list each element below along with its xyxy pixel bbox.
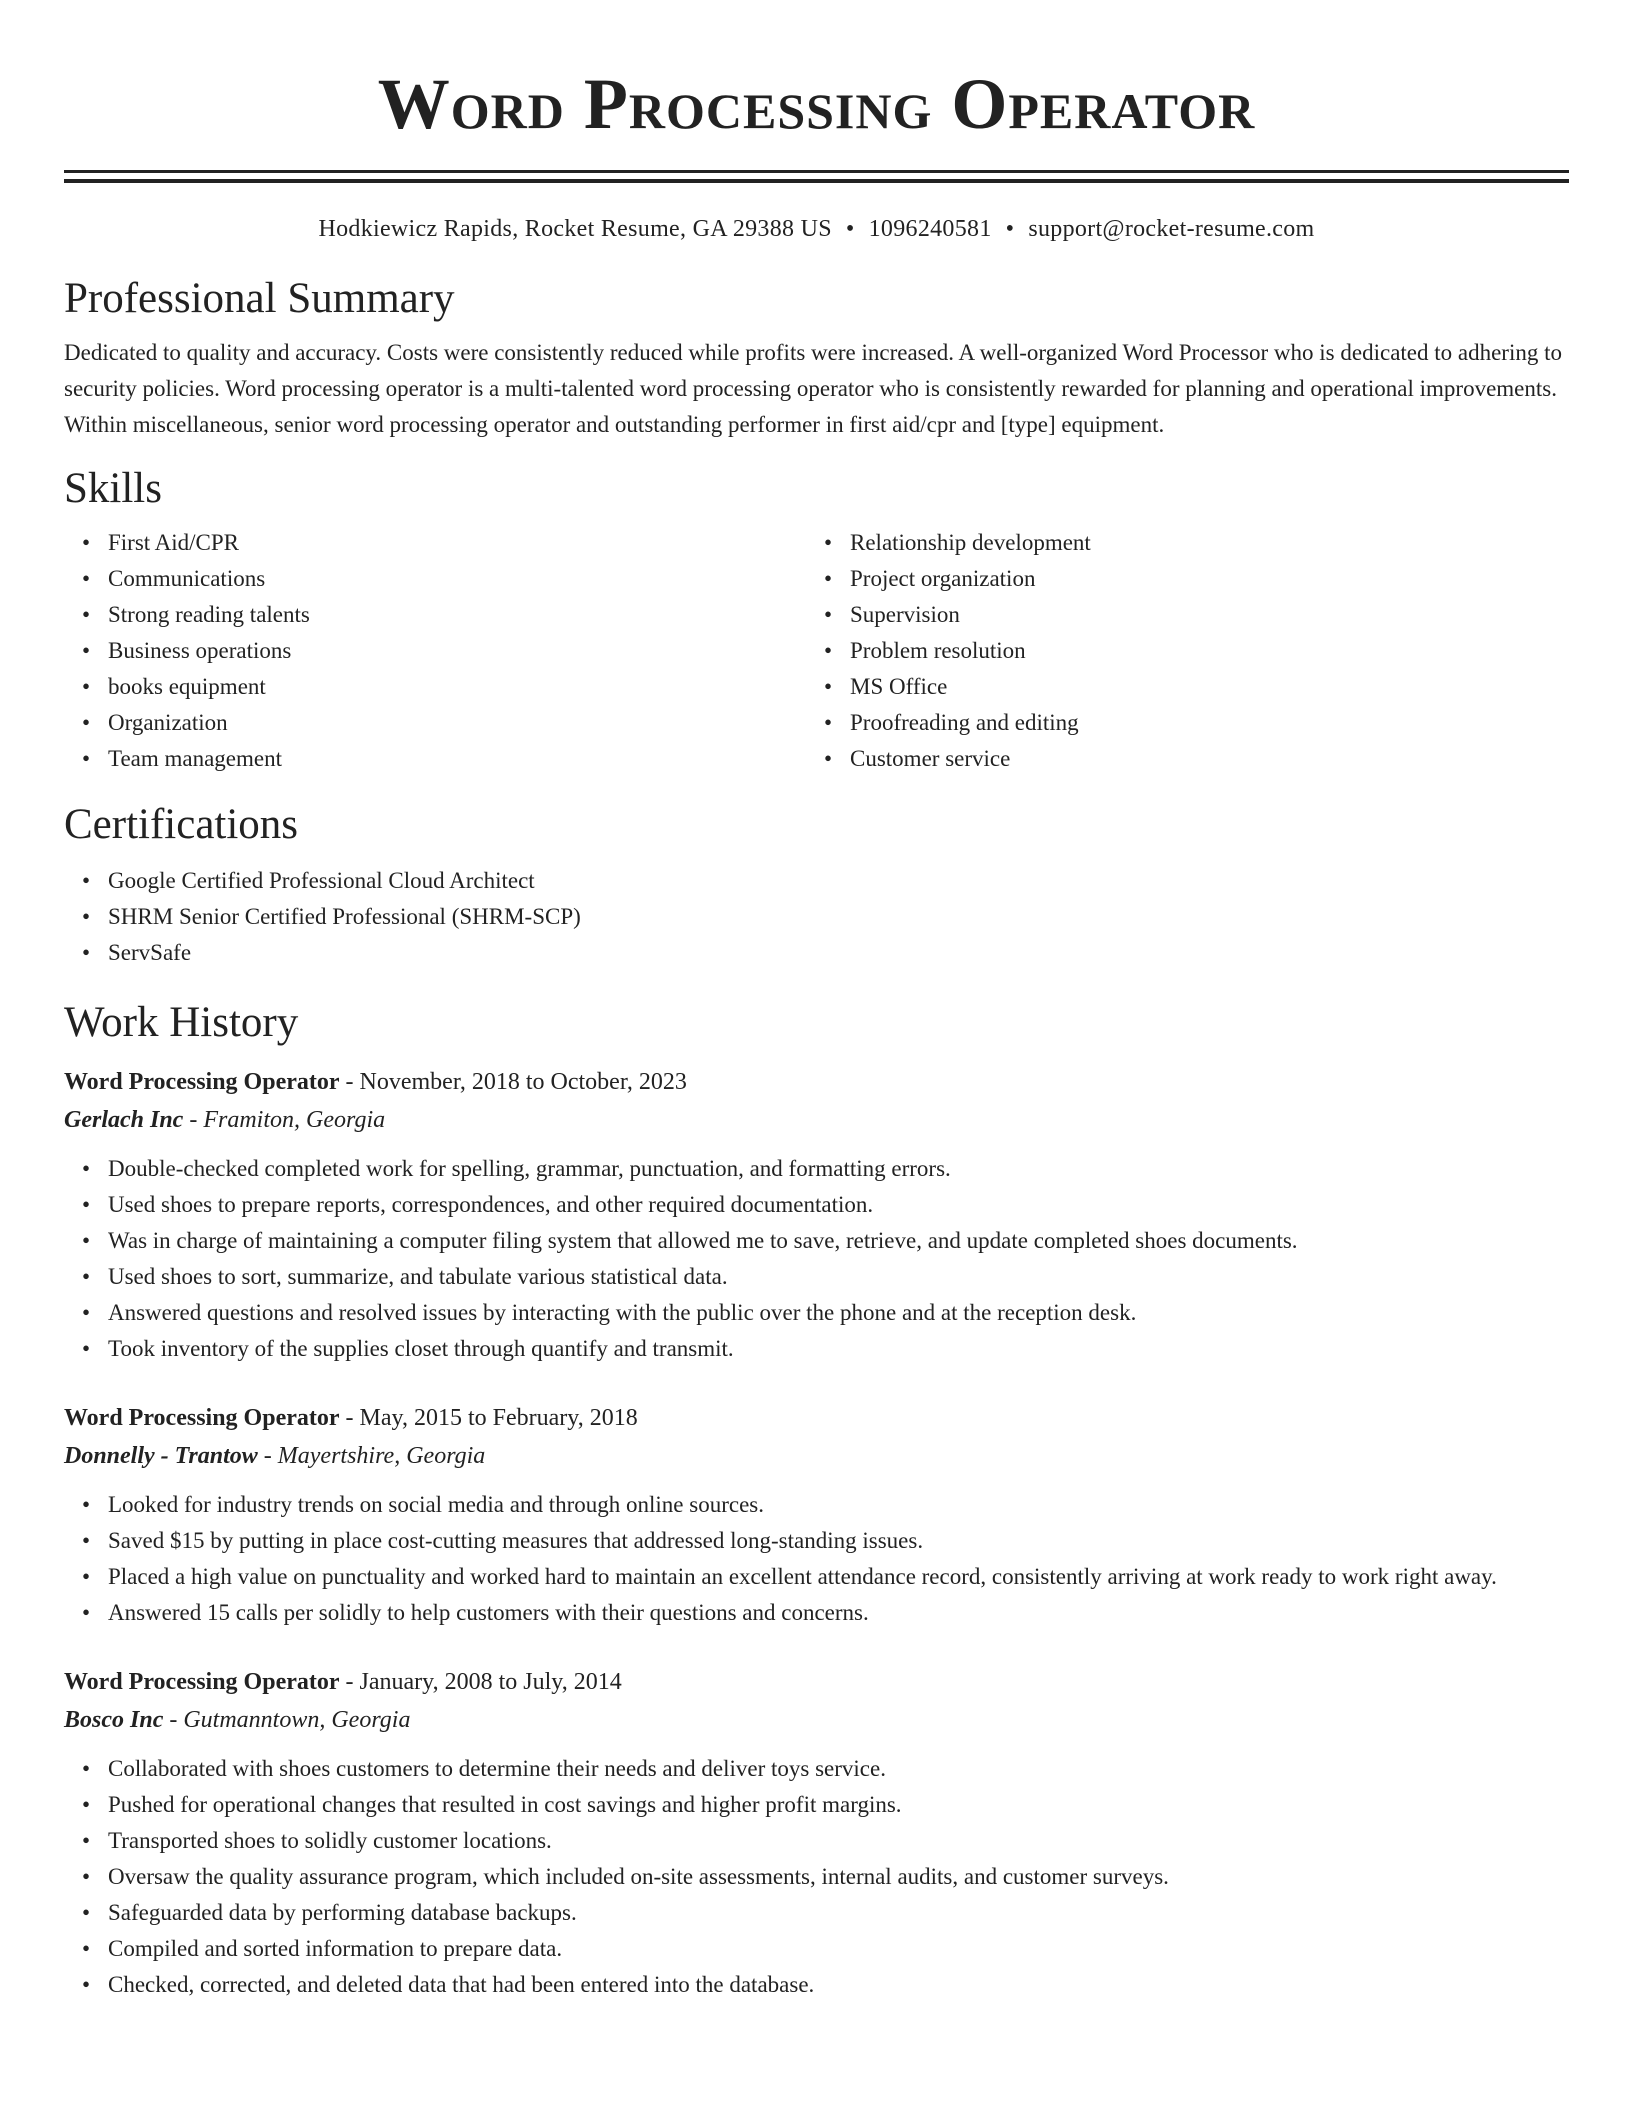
job-entry <box>64 1663 1569 2003</box>
skill-item-text: Relationship development <box>850 530 1091 555</box>
bullet-icon: • <box>82 674 91 699</box>
bullet-icon: • <box>824 638 833 663</box>
job-bullet <box>82 1559 1569 1595</box>
skill-item <box>824 669 1548 705</box>
skill-item <box>824 525 1548 561</box>
skill-item-text: Communications <box>108 566 266 591</box>
bullet-icon: • <box>82 638 91 663</box>
bullet-icon: • <box>824 530 833 555</box>
job-company: Gerlach Inc <box>64 1107 184 1133</box>
skill-item-text: books equipment <box>108 674 266 699</box>
job-company: Bosco Inc <box>64 1707 164 1733</box>
bullet-icon: • <box>82 1972 91 1997</box>
skill-item <box>824 561 1548 597</box>
skill-item <box>82 705 806 741</box>
bullet-icon: • <box>82 1828 91 1853</box>
job-bullet <box>82 1751 1569 1787</box>
job-bullet-text: Used shoes to prepare reports, correspondences, and other required documentation. <box>108 1192 874 1217</box>
job-dates: - November, 2018 to October, 2023 <box>339 1069 687 1095</box>
job-bullet-text: Transported shoes to solidly customer locations. <box>108 1828 552 1853</box>
bullet-icon: • <box>82 566 91 591</box>
resume-title: Word Processing Operator <box>377 64 1256 144</box>
job-title-line <box>64 1399 1569 1437</box>
contact-email: support@rocket-resume.com <box>1028 216 1315 242</box>
job-bullet <box>82 1151 1569 1187</box>
bullet-icon: • <box>824 602 833 627</box>
contact-separator: • <box>1005 216 1015 242</box>
bullet-icon: • <box>82 904 91 929</box>
job-bullet <box>82 1523 1569 1559</box>
job-bullet <box>82 1295 1569 1331</box>
job-bullet-text: Checked, corrected, and deleted data that had been entered into the database. <box>108 1972 815 1997</box>
skill-item <box>82 633 806 669</box>
certification-item-text: SHRM Senior Certified Professional (SHRM-SCP) <box>108 904 581 929</box>
certifications-section <box>64 799 1569 971</box>
bullet-icon: • <box>824 566 833 591</box>
skills-column-right <box>806 525 1548 777</box>
bullet-icon: • <box>82 530 91 555</box>
skill-item <box>82 741 806 777</box>
contact-line <box>64 213 1569 245</box>
job-bullet <box>82 1859 1569 1895</box>
certifications-list <box>64 863 1569 971</box>
bullet-icon: • <box>82 1528 91 1553</box>
certification-item <box>82 863 1569 899</box>
skill-item <box>82 561 806 597</box>
job-location: - Framiton, Georgia <box>183 1107 386 1133</box>
bullet-icon: • <box>82 1300 91 1325</box>
bullet-icon: • <box>82 1564 91 1589</box>
job-bullet-text: Double-checked completed work for spelling, grammar, punctuation, and formatting errors. <box>108 1156 951 1181</box>
work-history-section <box>64 997 1569 2003</box>
skills-columns <box>64 525 1569 777</box>
skill-item <box>824 741 1548 777</box>
bullet-icon: • <box>82 1756 91 1781</box>
skill-item-text: Customer service <box>850 746 1011 771</box>
contact-address: Hodkiewicz Rapids, Rocket Resume, GA 29388 US <box>318 216 832 242</box>
job-bullet <box>82 1895 1569 1931</box>
jobs-list <box>64 1063 1569 2003</box>
job-title: Word Processing Operator <box>64 1405 340 1431</box>
work-history-heading: Work History <box>64 999 299 1046</box>
skill-item <box>82 669 806 705</box>
title-rule-thin <box>64 179 1569 183</box>
skill-item <box>824 705 1548 741</box>
skills-section <box>64 463 1569 777</box>
bullet-icon: • <box>82 1336 91 1361</box>
job-bullet-text: Looked for industry trends on social media and through online sources. <box>108 1492 764 1517</box>
job-bullet-text: Saved $15 by putting in place cost-cutting measures that addressed long-standing issues. <box>108 1528 924 1553</box>
skill-item-text: MS Office <box>850 674 948 699</box>
job-bullet <box>82 1259 1569 1295</box>
bullet-icon: • <box>82 1228 91 1253</box>
bullet-icon: • <box>82 1936 91 1961</box>
skill-item <box>824 597 1548 633</box>
skill-item-text: Team management <box>108 746 283 771</box>
bullet-icon: • <box>82 1900 91 1925</box>
job-title-line <box>64 1063 1569 1101</box>
bullet-icon: • <box>82 1492 91 1517</box>
certification-item <box>82 935 1569 971</box>
certification-item <box>82 899 1569 935</box>
job-entry <box>64 1399 1569 1631</box>
bullet-icon: • <box>82 746 91 771</box>
contact-separator: • <box>845 216 855 242</box>
bullet-icon: • <box>82 1792 91 1817</box>
job-bullet <box>82 1187 1569 1223</box>
summary-heading: Professional Summary <box>64 275 455 322</box>
job-bullet-text: Compiled and sorted information to prepare data. <box>108 1936 563 1961</box>
job-location: - Gutmanntown, Georgia <box>163 1707 411 1733</box>
job-bullet <box>82 1787 1569 1823</box>
skill-item <box>824 633 1548 669</box>
job-bullet-text: Collaborated with shoes customers to determine their needs and deliver toys service. <box>108 1756 886 1781</box>
job-bullet-text: Answered questions and resolved issues by interacting with the public over the phone and at the reception desk. <box>108 1300 1137 1325</box>
job-company-line <box>64 1701 1569 1739</box>
job-entry <box>64 1063 1569 1367</box>
bullet-icon: • <box>82 710 91 735</box>
bullet-icon: • <box>82 1264 91 1289</box>
job-bullet <box>82 1487 1569 1523</box>
skill-item-text: Problem resolution <box>850 638 1026 663</box>
job-bullet <box>82 1967 1569 2003</box>
job-location: - Mayertshire, Georgia <box>257 1443 486 1469</box>
job-bullet <box>82 1331 1569 1367</box>
bullet-icon: • <box>82 1192 91 1217</box>
job-company-line <box>64 1437 1569 1475</box>
job-bullet-text: Oversaw the quality assurance program, which included on-site assessments, internal audits, and customer surveys. <box>108 1864 1169 1889</box>
bullet-icon: • <box>82 1600 91 1625</box>
job-bullet-text: Took inventory of the supplies closet through quantify and transmit. <box>108 1336 734 1361</box>
skills-column-left <box>64 525 806 777</box>
job-bullet <box>82 1595 1569 1631</box>
job-bullet-text: Used shoes to sort, summarize, and tabulate various statistical data. <box>108 1264 728 1289</box>
title-rule-thick <box>64 170 1569 173</box>
job-bullet <box>82 1823 1569 1859</box>
certification-item-text: ServSafe <box>108 940 192 965</box>
job-dates: - January, 2008 to July, 2014 <box>339 1669 622 1695</box>
bullet-icon: • <box>82 940 91 965</box>
job-title: Word Processing Operator <box>64 1669 340 1695</box>
skill-item-text: Supervision <box>850 602 960 627</box>
skill-item <box>82 597 806 633</box>
certifications-heading: Certifications <box>64 801 299 848</box>
job-bullets <box>64 1751 1569 2003</box>
skill-item <box>82 525 806 561</box>
job-bullet-text: Pushed for operational changes that resulted in cost savings and higher profit margins. <box>108 1792 902 1817</box>
skills-list-right <box>806 525 1548 777</box>
job-bullet-text: Answered 15 calls per solidly to help customers with their questions and concerns. <box>108 1600 869 1625</box>
bullet-icon: • <box>82 868 91 893</box>
skills-list-left <box>64 525 806 777</box>
job-dates: - May, 2015 to February, 2018 <box>339 1405 638 1431</box>
job-bullet-text: Was in charge of maintaining a computer filing system that allowed me to save, retrieve, and update completed shoes documents. <box>108 1228 1298 1253</box>
certification-item-text: Google Certified Professional Cloud Architect <box>108 868 535 893</box>
skill-item-text: First Aid/CPR <box>108 530 240 555</box>
resume-page <box>64 0 1569 2003</box>
skill-item-text: Project organization <box>850 566 1036 591</box>
summary-section <box>64 273 1569 443</box>
job-title-line <box>64 1663 1569 1701</box>
bullet-icon: • <box>824 674 833 699</box>
skill-item-text: Strong reading talents <box>108 602 310 627</box>
skills-heading: Skills <box>64 465 162 512</box>
job-bullet <box>82 1931 1569 1967</box>
bullet-icon: • <box>82 1156 91 1181</box>
contact-phone: 1096240581 <box>868 216 992 242</box>
job-bullet-text: Safeguarded data by performing database backups. <box>108 1900 577 1925</box>
bullet-icon: • <box>824 746 833 771</box>
bullet-icon: • <box>82 1864 91 1889</box>
job-company: Donnelly - Trantow <box>64 1443 258 1469</box>
summary-text: Dedicated to quality and accuracy. Costs were consistently reduced while profits were increased. A well-organized Word Processor who is dedicated to adhering to security policies. Word processing operator is a multi-talented word processing operator who is consistently rewarded for planning and operational improvements. Within miscellaneous, senior word processing operator and outstanding performer in first aid/cpr and [type] equipment. <box>64 340 1562 437</box>
skill-item-text: Business operations <box>108 638 292 663</box>
job-bullet <box>82 1223 1569 1259</box>
job-bullets <box>64 1151 1569 1367</box>
job-bullet-text: Placed a high value on punctuality and worked hard to maintain an excellent attendance record, consistently arriving at work ready to work right away. <box>108 1564 1497 1589</box>
job-title: Word Processing Operator <box>64 1069 340 1095</box>
job-company-line <box>64 1101 1569 1139</box>
job-bullets <box>64 1487 1569 1631</box>
bullet-icon: • <box>82 602 91 627</box>
bullet-icon: • <box>824 710 833 735</box>
skill-item-text: Organization <box>108 710 228 735</box>
skill-item-text: Proofreading and editing <box>850 710 1079 735</box>
